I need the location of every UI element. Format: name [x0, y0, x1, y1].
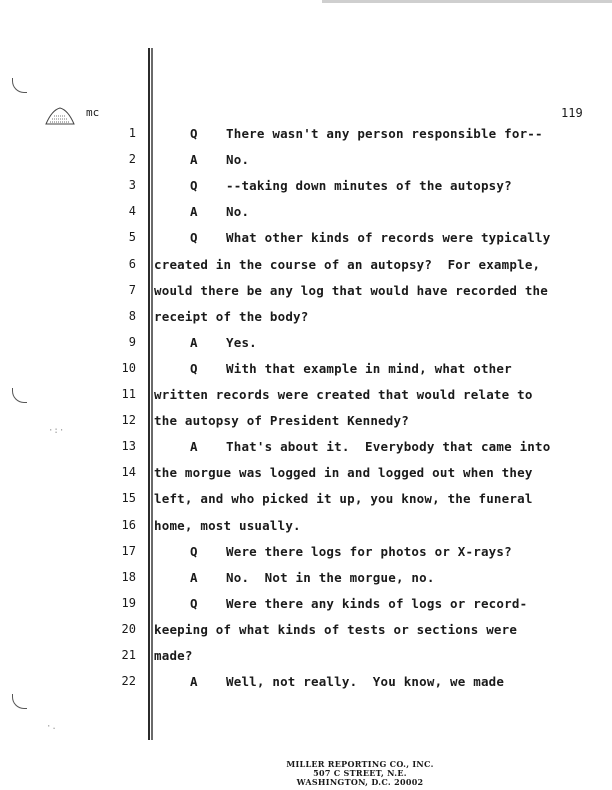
- speaker-label: Q: [190, 230, 198, 246]
- line-number: 4: [128, 204, 136, 219]
- transcript-line: [0, 335, 612, 361]
- line-number: 13: [121, 439, 136, 454]
- line-text: home, most usually.: [154, 517, 301, 533]
- punch-hole-mark: [12, 78, 27, 93]
- transcript-line: [0, 361, 612, 387]
- footer-company: MILLER REPORTING CO., INC.: [286, 759, 434, 769]
- line-number: 3: [128, 178, 136, 193]
- speaker-label: Q: [190, 543, 198, 559]
- line-text: There wasn't any person responsible for--: [226, 126, 543, 141]
- line-number: 22: [121, 674, 136, 689]
- transcript-line: [0, 674, 612, 700]
- line-number: 9: [128, 334, 136, 349]
- line-text: --taking down minutes of the autopsy?: [226, 178, 512, 194]
- line-text: With that example in mind, what other: [226, 360, 512, 376]
- line-number: 6: [128, 256, 136, 271]
- line-text: left, and who picked it up, you know, the funeral: [154, 491, 533, 507]
- line-number: 5: [128, 230, 136, 245]
- speaker-label: A: [190, 439, 198, 455]
- line-number: 15: [121, 491, 136, 506]
- speaker-label: A: [190, 674, 198, 690]
- line-text: the morgue was logged in and logged out when they: [154, 465, 533, 481]
- speaker-label: Q: [190, 595, 198, 611]
- transcript-line: [0, 257, 612, 283]
- line-text: Were there any kinds of logs or record-: [226, 595, 528, 611]
- reporter-footer: [240, 760, 480, 787]
- scan-speck: ·.: [46, 722, 57, 732]
- transcript-line: [0, 570, 612, 596]
- line-text: No.: [226, 152, 250, 168]
- transcript-line: [0, 491, 612, 517]
- line-text: What other kinds of records were typically: [226, 230, 551, 246]
- line-text: the autopsy of President Kennedy?: [154, 413, 409, 429]
- line-text: would there be any log that would have recorded the: [154, 282, 549, 298]
- speaker-label: A: [190, 334, 198, 350]
- line-text: That's about it. Everybody that came into: [226, 439, 551, 455]
- transcript-line: [0, 230, 612, 256]
- line-text: No. Not in the morgue, no.: [226, 569, 435, 585]
- transcript-line: [0, 178, 612, 204]
- line-number: 21: [121, 648, 136, 662]
- transcript-line: [0, 387, 612, 413]
- line-number: 12: [121, 413, 136, 428]
- top-edge-rule: [322, 0, 612, 3]
- line-number: 19: [121, 595, 136, 610]
- speaker-label: A: [190, 152, 198, 168]
- line-number: 7: [128, 282, 136, 297]
- line-number: 1: [128, 126, 136, 140]
- transcript-line: [0, 465, 612, 491]
- footer-city: WASHINGTON, D.C. 20002: [296, 777, 424, 787]
- speaker-label: A: [190, 569, 198, 585]
- line-number: 8: [128, 308, 136, 323]
- line-text: made?: [154, 648, 193, 663]
- line-text: Were there logs for photos or X-rays?: [226, 543, 512, 559]
- line-number: 20: [121, 621, 136, 636]
- line-number: 10: [121, 360, 136, 375]
- transcript-line: [0, 544, 612, 570]
- scan-speck: ·:·: [48, 426, 65, 436]
- speaker-label: Q: [190, 178, 198, 194]
- line-text: Yes.: [226, 334, 257, 350]
- speaker-label: Q: [190, 126, 198, 141]
- line-text: keeping of what kinds of tests or sections were: [154, 621, 518, 637]
- page-number: 119: [561, 106, 583, 120]
- line-text: created in the course of an autopsy? For example,: [154, 256, 541, 272]
- line-number: 18: [121, 569, 136, 584]
- speaker-label: A: [190, 204, 198, 220]
- transcript-line: [0, 283, 612, 309]
- transcript-line: [0, 622, 612, 648]
- reporter-initials: mc: [86, 106, 100, 119]
- transcript-line: [0, 204, 612, 230]
- transcript-line: [0, 309, 612, 335]
- transcript-line: [0, 518, 612, 544]
- transcript-line: [0, 126, 612, 152]
- line-number: 16: [121, 517, 136, 532]
- transcript-line: [0, 413, 612, 439]
- transcript-line: [0, 152, 612, 178]
- line-number: 11: [121, 387, 136, 401]
- line-text: receipt of the body?: [154, 308, 309, 324]
- line-number: 14: [121, 465, 136, 480]
- transcript-line: [0, 596, 612, 622]
- speaker-label: Q: [190, 360, 198, 376]
- line-number: 2: [128, 152, 136, 167]
- transcript-line: [0, 439, 612, 465]
- line-number: 17: [121, 543, 136, 558]
- line-text: No.: [226, 204, 250, 220]
- footer-street: 507 C STREET, N.E.: [313, 768, 407, 778]
- line-text: Well, not really. You know, we made: [226, 674, 505, 690]
- transcript-line: [0, 648, 612, 674]
- line-text: written records were created that would relate to: [154, 387, 533, 402]
